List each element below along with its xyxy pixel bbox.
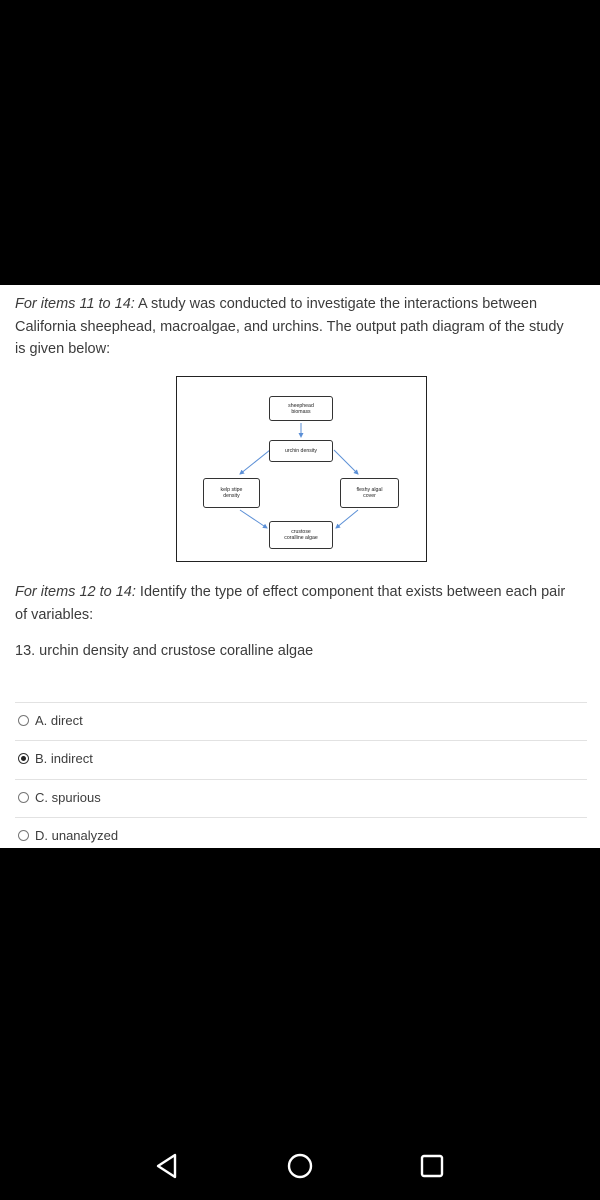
radio-a[interactable] — [18, 715, 29, 726]
square-recents-icon — [412, 1140, 452, 1190]
arrow-urchin-kelp — [240, 450, 270, 474]
intro-items-label: For items 11 to 14: — [15, 296, 135, 312]
node-fleshy-algal-cover — [340, 478, 399, 508]
radio-b-selected[interactable] — [18, 753, 29, 764]
divider — [15, 702, 587, 703]
node-text: sheephead — [288, 402, 314, 409]
instruction-text: Identify the type of effect component that exists between each pair of variables: — [15, 584, 566, 623]
intro-paragraph — [15, 293, 575, 361]
triangle-back-icon — [148, 1140, 188, 1190]
intro-text: A study was conducted to investigate the interactions between California sheephead, macroalgae, and urchins. The output path diagram of the study is given below: — [15, 296, 564, 357]
divider — [15, 817, 587, 818]
radio-c[interactable] — [18, 792, 29, 803]
arrow-urchin-fleshy — [334, 450, 358, 474]
divider — [15, 740, 587, 741]
option-d[interactable] — [18, 825, 118, 845]
question-content — [0, 285, 600, 848]
node-urchin-density — [269, 440, 333, 462]
node-text: density — [223, 493, 240, 499]
option-a[interactable] — [18, 710, 83, 730]
instruction-items-label: For items 12 to 14: — [15, 584, 136, 600]
node-crustose-coralline-algae — [269, 521, 333, 549]
node-sheephead-biomass — [269, 396, 333, 421]
node-kelp-stipe-density — [203, 478, 260, 508]
back-button[interactable] — [148, 1140, 188, 1190]
divider — [15, 779, 587, 780]
path-diagram — [176, 376, 427, 562]
arrow-kelp-crustose — [240, 510, 267, 528]
node-text: urchin density — [284, 448, 317, 454]
node-text: biomass — [291, 408, 311, 415]
radio-d[interactable] — [18, 830, 29, 841]
option-b[interactable] — [18, 748, 93, 768]
option-d-label: D. unanalyzed — [35, 827, 119, 843]
status-area-black — [0, 0, 600, 285]
option-c[interactable] — [18, 787, 101, 807]
question-text: 13. urchin density and crustose coralline algae — [15, 643, 314, 659]
instruction-paragraph — [15, 581, 575, 626]
home-button[interactable] — [280, 1140, 320, 1190]
option-a-label: A. direct — [35, 712, 83, 728]
option-b-label: B. indirect — [35, 750, 93, 766]
option-c-label: C. spurious — [35, 789, 101, 805]
circle-home-icon — [280, 1140, 320, 1190]
recents-button[interactable] — [412, 1140, 452, 1190]
node-text: cover — [363, 493, 376, 499]
node-text: coralline algae — [284, 535, 318, 541]
node-text: kelp stipe — [220, 487, 243, 493]
node-text: fleshy algal — [356, 487, 383, 493]
arrow-fleshy-crustose — [336, 510, 358, 528]
android-navigation-bar — [0, 1140, 600, 1190]
node-text: crustose — [291, 529, 311, 535]
